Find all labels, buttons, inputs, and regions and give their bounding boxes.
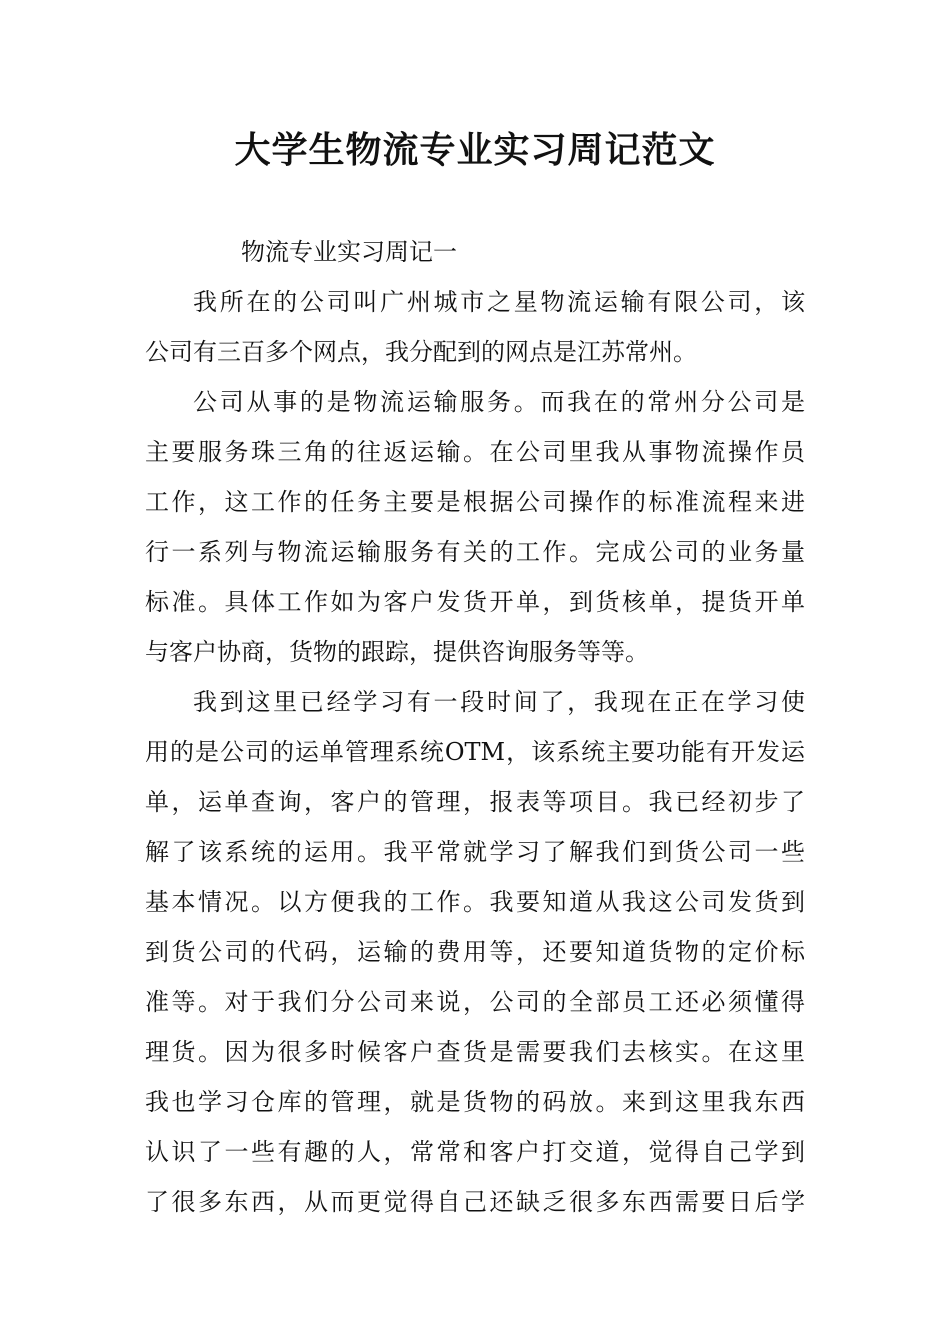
paragraph-2 bbox=[145, 377, 805, 677]
paragraph-line: 我也学习仓库的管理，就是货物的码放。来到这里我东西 bbox=[145, 1088, 805, 1116]
paragraph-line: 准等。对于我们分公司来说，公司的全部员工还必须懂得 bbox=[145, 988, 805, 1016]
paragraph-line: 公司有三百多个网点，我分配到的网点是江苏常州。 bbox=[145, 338, 697, 366]
paragraph-3 bbox=[145, 677, 805, 1227]
paragraph-line: 单，运单查询，客户的管理，报表等项目。我已经初步了 bbox=[145, 788, 805, 816]
paragraph-line: 主要服务珠三角的往返运输。在公司里我从事物流操作员 bbox=[145, 438, 805, 466]
page-title: 大学生物流专业实习周记范文 bbox=[234, 129, 716, 171]
paragraph-1 bbox=[145, 277, 805, 377]
paragraph-line: 用的是公司的运单管理系统OTM，该系统主要功能有开发运 bbox=[145, 738, 805, 766]
section-heading bbox=[145, 227, 805, 277]
paragraph-line: 解了该系统的运用。我平常就学习了解我们到货公司一些 bbox=[145, 838, 805, 866]
paragraph-line: 工作，这工作的任务主要是根据公司操作的标准流程来进 bbox=[145, 488, 805, 516]
document-body bbox=[145, 227, 805, 1227]
paragraph-line: 基本情况。以方便我的工作。我要知道从我这公司发货到 bbox=[145, 888, 805, 916]
paragraph-line: 认识了一些有趣的人，常常和客户打交道，觉得自己学到 bbox=[145, 1138, 805, 1166]
paragraph-line: 到货公司的代码，运输的费用等，还要知道货物的定价标 bbox=[145, 938, 805, 966]
paragraph-line: 我所在的公司叫广州城市之星物流运输有限公司，该 bbox=[193, 288, 805, 316]
paragraph-line: 标准。具体工作如为客户发货开单，到货核单，提货开单 bbox=[145, 588, 805, 616]
paragraph-line: 公司从事的是物流运输服务。而我在的常州分公司是 bbox=[193, 388, 805, 416]
paragraph-line: 与客户协商，货物的跟踪，提供咨询服务等等。 bbox=[145, 638, 649, 666]
paragraph-line: 行一系列与物流运输服务有关的工作。完成公司的业务量 bbox=[145, 538, 805, 566]
heading-text: 物流专业实习周记一 bbox=[241, 238, 457, 266]
paragraph-line: 了很多东西，从而更觉得自己还缺乏很多东西需要日后学 bbox=[145, 1188, 805, 1216]
paragraph-line: 理货。因为很多时候客户查货是需要我们去核实。在这里 bbox=[145, 1038, 805, 1066]
paragraph-line: 我到这里已经学习有一段时间了，我现在正在学习使 bbox=[193, 688, 805, 716]
